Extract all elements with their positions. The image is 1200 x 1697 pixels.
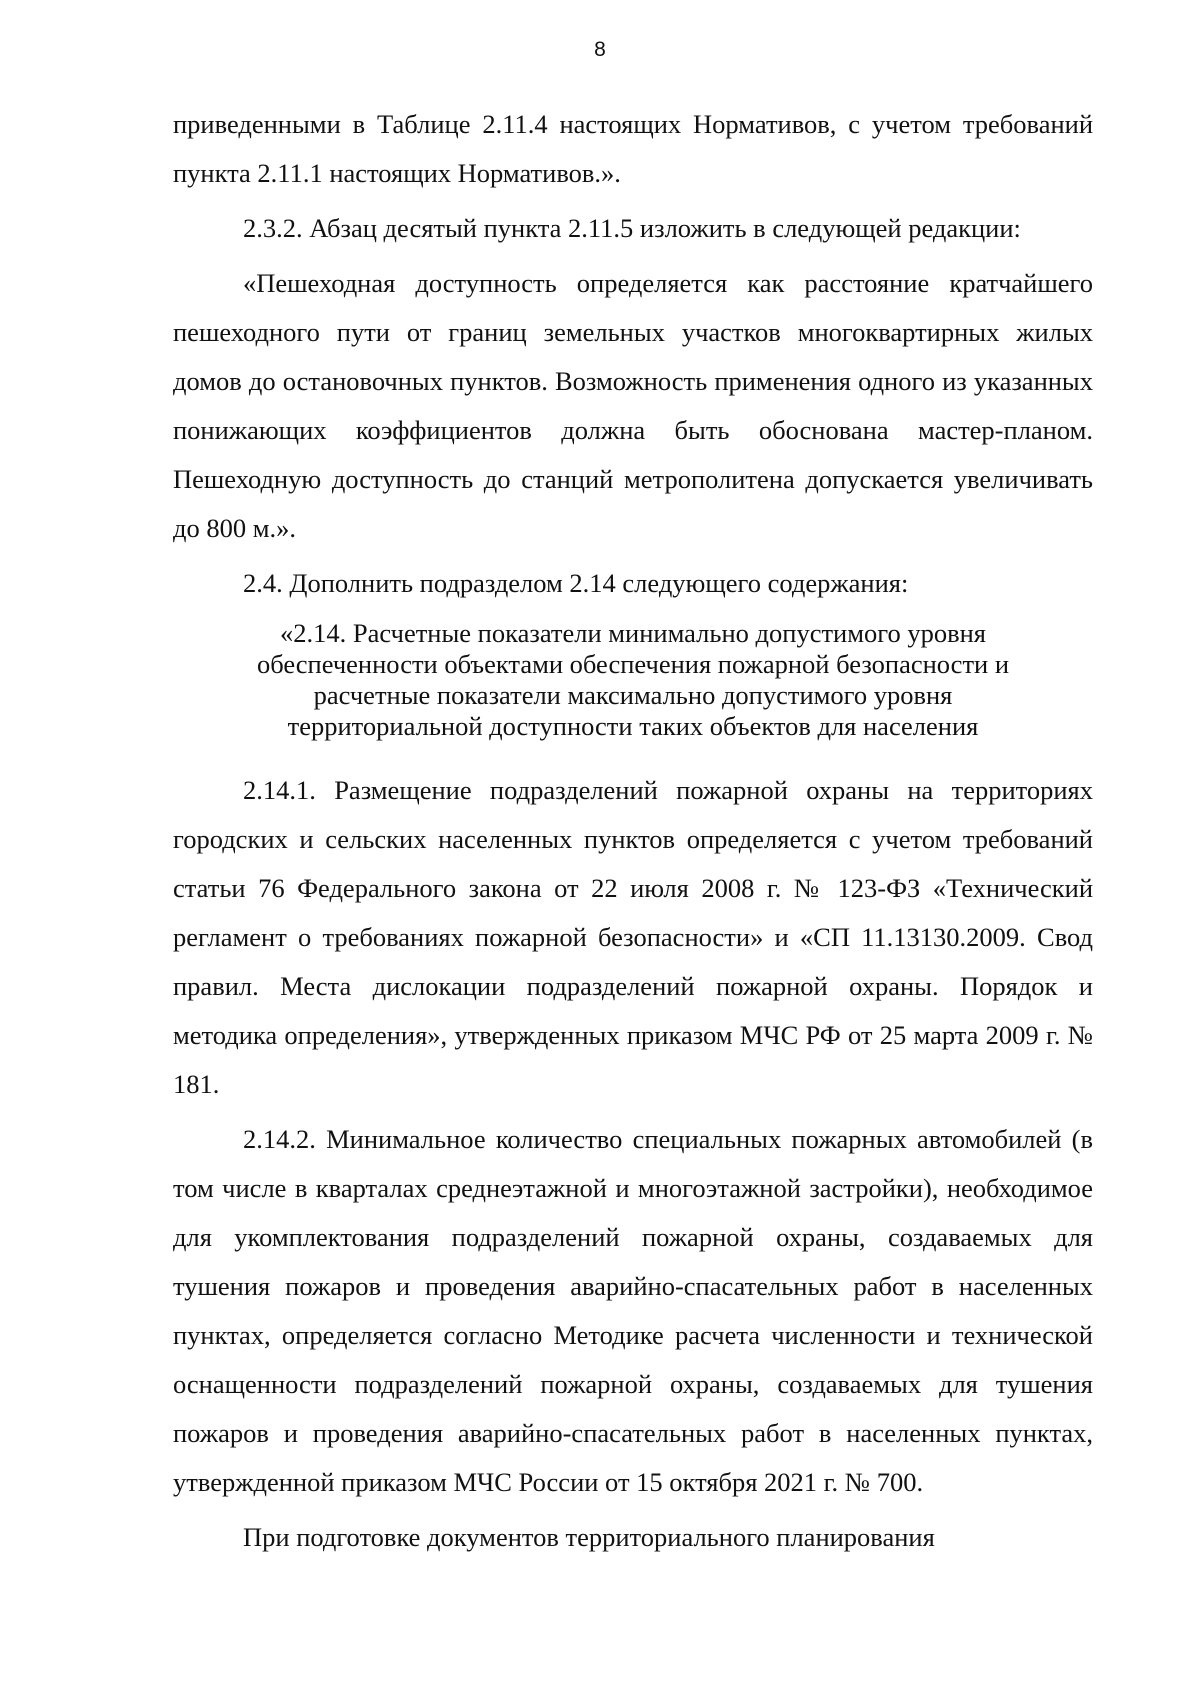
paragraph-planning-documents: При подготовке документов территориального планирования (243, 1522, 935, 1552)
page-number: 8 (594, 38, 606, 61)
heading-line: «2.14. Расчетные показатели минимально допустимого уровня (280, 618, 986, 648)
heading-line: расчетные показатели максимально допустимого уровня (313, 680, 953, 710)
paragraph-2-4: 2.4. Дополнить подразделом 2.14 следующего содержания: (243, 568, 909, 598)
heading-line: обеспеченности объектами обеспечения пожарной безопасности и (256, 649, 1010, 679)
document-body (173, 100, 1093, 1562)
paragraph-2-3-2: 2.3.2. Абзац десятый пункта 2.11.5 изложить в следующей редакции: (243, 213, 1021, 243)
paragraph-continuation: приведенными в Таблице 2.11.4 настоящих Нормативов, с учетом требований пункта 2.11.1 настоящих Нормативов.». (173, 109, 1093, 188)
paragraph-2-14-2: 2.14.2. Минимальное количество специальных пожарных автомобилей (в том числе в кварталах среднеэтажной и многоэтажной застройки), необходимое для укомплектования подразделений пожарной охраны, создаваемых для тушения пожаров и проведения аварийно-спасательных работ в населенных пунктах, определяется согласно Методике расчета численности и технической оснащенности подразделений пожарной охраны, создаваемых для тушения пожаров и проведения аварийно-спасательных работ в населенных пунктах, утвержденной приказом МЧС России от 15 октября 2021 г. № 700. (173, 1124, 1093, 1497)
heading-line: территориальной доступности таких объектов для населения (287, 711, 979, 741)
section-heading-2-14 (173, 618, 1093, 742)
paragraph-pedestrian-access: «Пешеходная доступность определяется как расстояние кратчайшего пешеходного пути от границ земельных участков многоквартирных жилых домов до остановочных пунктов. Возможность применения одного из указанных понижающих коэффициентов должна быть обоснована мастер-планом. Пешеходную доступность до станций метрополитена допускается увеличивать до 800 м.». (173, 268, 1093, 543)
paragraph-2-14-1: 2.14.1. Размещение подразделений пожарной охраны на территориях городских и сельских населенных пунктов определяется с учетом требований статьи 76 Федерального закона от 22 июля 2008 г. № 123-ФЗ «Технический регламент о требованиях пожарной безопасности» и «СП 11.13130.2009. Свод правил. Места дислокации подразделений пожарной охраны. Порядок и методика определения», утвержденных приказом МЧС РФ от 25 марта 2009 г. № 181. (173, 775, 1093, 1099)
